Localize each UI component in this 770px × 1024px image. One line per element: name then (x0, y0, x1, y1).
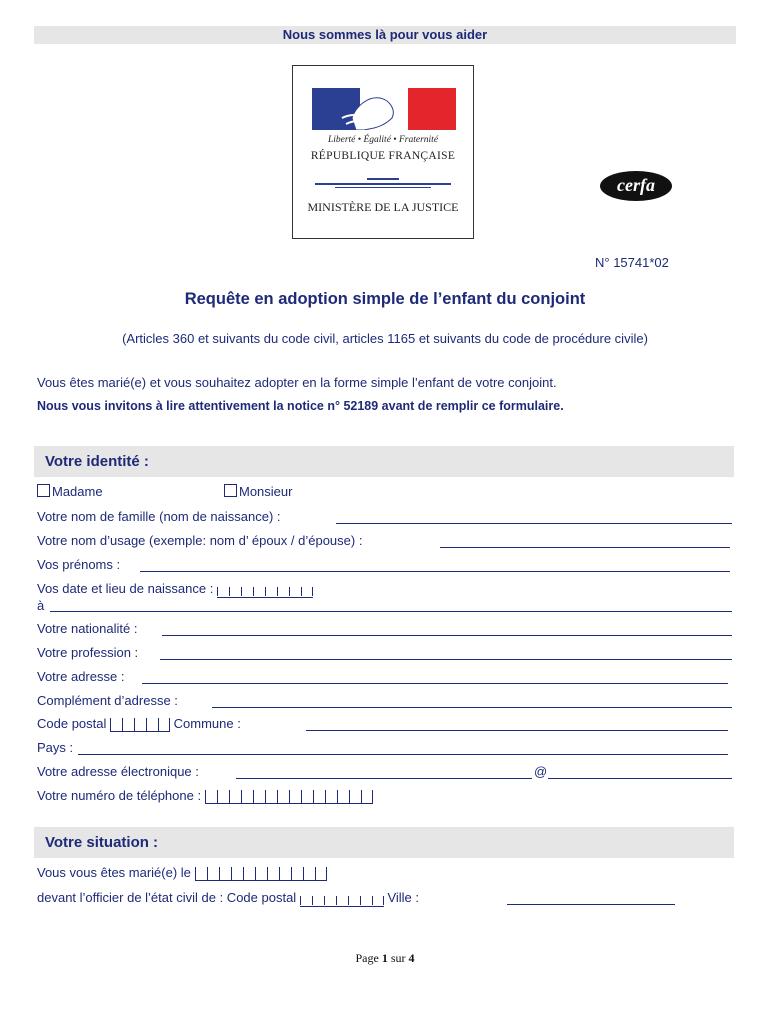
marriage-date-boxes[interactable] (195, 867, 327, 881)
birth-date-boxes[interactable] (217, 584, 313, 598)
code-postal-label: Code postal (37, 716, 107, 731)
adresse-label: Votre adresse : (37, 669, 125, 684)
pays-field[interactable] (78, 754, 728, 755)
logo-divider (315, 176, 451, 190)
ville-field[interactable] (507, 904, 675, 905)
ville-label: Ville : (387, 890, 419, 905)
telephone-row (37, 788, 373, 804)
nom-usage-field[interactable] (440, 547, 730, 548)
republic-motto: Liberté • Égalité • Fraternité (327, 135, 439, 145)
current-page: 1 (381, 951, 388, 965)
officer-row (37, 890, 419, 907)
republic-name: RÉPUBLIQUE FRANÇAISE (310, 150, 456, 162)
monsieur-checkbox[interactable] (224, 484, 237, 497)
page-title: Requête en adoption simple de l’enfant du conjoint (184, 290, 586, 308)
email-user-field[interactable] (236, 778, 532, 779)
nationalite-field[interactable] (162, 635, 732, 636)
prenoms-field[interactable] (140, 571, 730, 572)
lieu-label: à (37, 598, 45, 613)
email-label: Votre adresse électronique : (37, 764, 199, 779)
phone-boxes[interactable] (205, 790, 373, 804)
ministry-name: MINISTÈRE DE LA JUSTICE (307, 200, 459, 214)
marriage-date-row (37, 865, 327, 881)
cerfa-logo: cerfa (600, 171, 672, 201)
nom-usage-label: Votre nom d’usage (exemple: nom d’ époux / d’épouse) : (37, 533, 363, 548)
complement-label: Complément d’adresse : (37, 693, 178, 708)
officer-postal-boxes[interactable] (300, 893, 384, 907)
marriage-date-label: Vous vous êtes marié(e) le (37, 865, 191, 880)
form-number: N° 15741*02 (595, 255, 669, 270)
civility-row (37, 484, 103, 499)
naissance-row (37, 581, 313, 598)
officer-label: devant l’officier de l’état civil de : Code postal (37, 890, 297, 905)
code-postal-row (37, 716, 241, 732)
notice-reminder: Nous vous invitons à lire attentivement la notice n° 52189 avant de remplir ce formulaire. (37, 399, 564, 413)
sur-word: sur (390, 951, 406, 965)
page-footer (0, 951, 770, 966)
prenoms-label: Vos prénoms : (37, 557, 121, 572)
legal-references: (Articles 360 et suivants du code civil, articles 1165 et suivants du code de procédure civile) (122, 331, 648, 346)
telephone-label: Votre numéro de téléphone : (37, 788, 202, 803)
nom-famille-field[interactable] (336, 523, 732, 524)
email-domain-field[interactable] (548, 778, 732, 779)
page-word: Page (355, 951, 379, 965)
intro-text: Vous êtes marié(e) et vous souhaitez adopter en la forme simple l’enfant de votre conjoint. (37, 375, 557, 390)
profession-label: Votre profession : (37, 645, 139, 660)
total-pages: 4 (408, 951, 415, 965)
adresse-field[interactable] (142, 683, 728, 684)
help-banner: Nous sommes là pour vous aider (34, 26, 736, 44)
ministry-logo (292, 65, 474, 239)
civility-row-2 (224, 484, 292, 499)
nom-famille-label: Votre nom de famille (nom de naissance) : (37, 509, 281, 524)
section-situation-heading: Votre situation : (34, 827, 734, 858)
postal-code-boxes[interactable] (110, 718, 170, 732)
section-identity-heading: Votre identité : (34, 446, 734, 477)
madame-checkbox[interactable] (37, 484, 50, 497)
profession-field[interactable] (160, 659, 732, 660)
nationalite-label: Votre nationalité : (37, 621, 138, 636)
marianne-flag-icon (312, 88, 456, 130)
commune-label: Commune : (173, 716, 241, 731)
madame-label: Madame (52, 484, 103, 499)
monsieur-label: Monsieur (239, 484, 293, 499)
commune-field[interactable] (306, 730, 728, 731)
complement-field[interactable] (212, 707, 732, 708)
birth-place-field[interactable] (50, 611, 732, 612)
naissance-label: Vos date et lieu de naissance : (37, 581, 214, 596)
email-at-sign: @ (534, 764, 548, 779)
pays-label: Pays : (37, 740, 74, 755)
